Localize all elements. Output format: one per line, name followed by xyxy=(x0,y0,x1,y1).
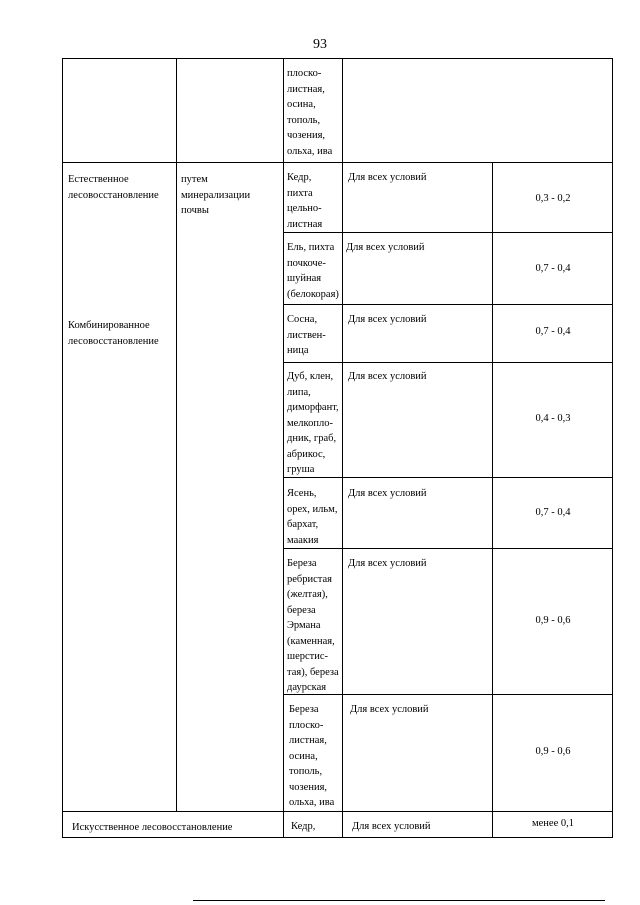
column-divider xyxy=(62,58,63,838)
conditions-cell: Для всех условий xyxy=(348,314,427,325)
species-cell: плоско- листная, осина, тополь, чозения, ольха, ива xyxy=(287,68,333,157)
conditions-cell: Для всех условий xyxy=(348,488,427,499)
natural-regeneration-label: Естественное лесовосстановление xyxy=(68,174,159,201)
row-divider xyxy=(62,811,613,812)
value-cell: 0,9 - 0,6 xyxy=(535,746,571,757)
table-bottom-border xyxy=(62,837,613,838)
row-divider xyxy=(283,304,613,305)
value-cell: 0,4 - 0,3 xyxy=(535,413,571,424)
value-cell: 0,7 - 0,4 xyxy=(535,507,571,518)
conditions-cell: Для всех условий xyxy=(352,821,431,832)
artificial-regeneration-label: Искусственное лесовосстановление xyxy=(72,822,233,833)
value-cell: менее 0,1 xyxy=(532,818,574,829)
conditions-cell: Для всех условий xyxy=(348,371,427,382)
column-divider xyxy=(612,58,613,838)
species-cell: Сосна, листвен- ница xyxy=(287,314,326,356)
column-divider xyxy=(342,58,343,838)
value-cell: 0,7 - 0,4 xyxy=(535,326,571,337)
combined-regeneration-label: Комбинированное лесовосстановление xyxy=(68,320,159,347)
table-top-border xyxy=(62,58,613,59)
species-cell: Ель, пихта почкоче- шуйная (белокорая) xyxy=(287,242,339,300)
value-cell: 0,9 - 0,6 xyxy=(535,615,571,626)
species-cell: Ясень, орех, ильм, бархат, маакия xyxy=(287,488,338,546)
row-divider xyxy=(283,548,613,549)
row-divider xyxy=(283,362,613,363)
species-cell: Кедр, xyxy=(291,821,316,832)
species-cell: Береза ребристая (желтая), береза Эрмана (каменная, шерстис- тая), береза даурская xyxy=(287,558,339,693)
row-divider xyxy=(62,162,613,163)
conditions-cell: Для всех условий xyxy=(348,558,427,569)
bottom-rule xyxy=(193,900,605,901)
row-divider xyxy=(283,232,613,233)
page-number: 93 xyxy=(313,37,327,52)
conditions-cell: Для всех условий xyxy=(350,704,429,715)
conditions-cell: Для всех условий xyxy=(348,172,427,183)
species-cell: Кедр, пихта цельно- листная xyxy=(287,172,323,230)
column-divider xyxy=(283,58,284,838)
method-label: путем минерализации почвы xyxy=(181,174,251,216)
column-divider xyxy=(492,162,493,838)
species-cell: Дуб, клен, липа, диморфант, мелкопло- дник, граб, абрикос, груша xyxy=(287,371,339,475)
column-divider xyxy=(176,58,177,812)
value-cell: 0,7 - 0,4 xyxy=(535,263,571,274)
species-cell: Береза плоско- листная, осина, тополь, чозения, ольха, ива xyxy=(289,704,335,808)
value-cell: 0,3 - 0,2 xyxy=(535,193,571,204)
conditions-cell: Для всех условий xyxy=(346,242,425,253)
